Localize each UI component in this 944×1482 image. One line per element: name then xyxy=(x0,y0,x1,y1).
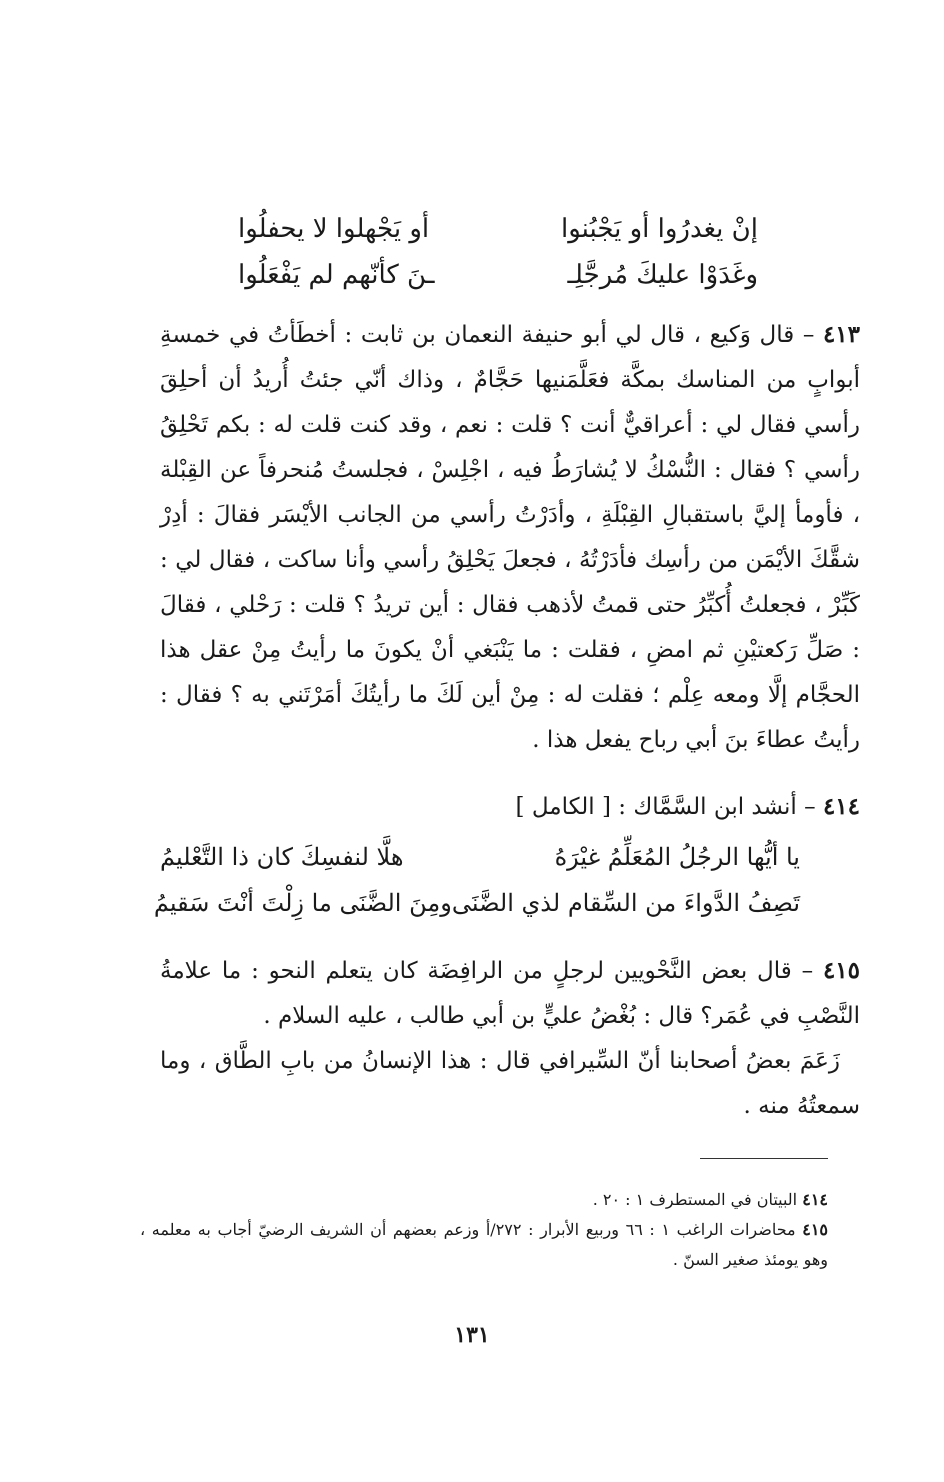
entry-number: ٤١٥ xyxy=(822,957,860,984)
verse-hemistich-left: ـنَ كأنّهم لم يَفْعَلُوا xyxy=(238,260,435,290)
verse-line xyxy=(238,252,758,298)
verse-line xyxy=(153,880,800,926)
footnote-text: البيتان في المستطرف ١ : ٢٠ . xyxy=(592,1190,798,1209)
entry-413 xyxy=(160,312,860,763)
verse-hemistich-right: إنْ يغدرُوا أو يَجْبُنوا xyxy=(560,214,758,244)
footnote-divider xyxy=(700,1158,828,1159)
entry-paragraph xyxy=(160,1039,860,1129)
footnotes xyxy=(140,1185,828,1275)
verse-hemistich-right: تَصِفُ الدَّواءَ من السِّقام لذي الضَّنَى xyxy=(451,889,800,917)
entry-number: ٤١٣ xyxy=(822,321,860,348)
verse-hemistich-left: هلَّا لنفسِكَ كان ذا التَّعْليمُ xyxy=(160,843,404,871)
footnote-number: ٤١٤ xyxy=(802,1190,828,1209)
entry-414 xyxy=(160,784,860,830)
footnote xyxy=(140,1185,828,1215)
verse-hemistich-right: يا أيُّها الرجُلُ المُعَلِّمُ غيْرَهُ xyxy=(554,843,800,871)
verse-413 xyxy=(238,206,758,298)
verse-414 xyxy=(153,834,800,926)
verse-hemistich-right: وغَدَوْا عليكَ مُرجَّلِـ xyxy=(567,260,758,290)
verse-line xyxy=(238,206,758,252)
verse-hemistich-left: أو يَجْهلوا لا يحفلُوا xyxy=(238,214,430,244)
entry-text: زَعَمَ بعضُ أصحابنا أنّ السِّيرافي قال : هذا الإنسانُ من بابِ الطَّاق ، وما سمعتُهُ منه . xyxy=(160,1048,860,1119)
entry-text: – قال بعض النَّحْويين لرجلٍ من الرافِضَة كان يتعلم النحو : ما علامةُ النَّصْبِ في عُمَر؟ قال : بُغْضُ عليٍّ بن أبي طالب ، عليه السلام . xyxy=(160,958,860,1029)
entry-text: – أنشد ابن السَّمَّاك : [ الكامل ] xyxy=(515,794,816,820)
entry-number: ٤١٤ xyxy=(822,793,860,820)
entry-415 xyxy=(160,948,860,1129)
footnote xyxy=(140,1215,828,1275)
verse-hemistich-left: ومِنَ الضَّنَى ما زِلْتَ أنْتَ سَقيمُ xyxy=(153,889,452,917)
footnote-number: ٤١٥ xyxy=(802,1220,829,1239)
entry-text: – قال وَكيع ، قال لي أبو حنيفة النعمان بن ثابت : أخطَأتُ في خمسةِ أبوابٍ من المناسك بمكَّة فعَلَّمَنيها حَجَّامٌ ، وذاك أنّي جئتُ أُريدُ أن أحلِقَ رأسي فقال لي : أعراقيٌّ أنت ؟ قلت : نعم ، وقد كنت قلت له : بكم تَحْلِقُ رأسي ؟ فقال : النُّسْكُ لا يُشارَطُ فيه ، اجْلِسْ ، فجلستُ مُنحرفاً عن القِبْلة ، فأومأ إليَّ باستقبالِ القِبْلَةِ ، وأدَرْتُ رأسي من الجانب الأيْسَر فقالَ : أدِرْ شقَّكَ الأيْمَن من رأسِك فأدَرْتُهُ ، فجعلَ يَحْلِقُ رأسي وأنا ساكت ، فقال لي : كَبِّرْ ، فجعلتُ أُكبِّرُ حتى قمتُ لأذهب فقال : أين تريدُ ؟ قلت : رَحْلي ، فقالَ : صَلِّ رَكعتيْنِ ثم امضِ ، فقلت : ما يَنْبَغي أنْ يكونَ ما رأيتُ مِنْ عقل هذا الحجَّام إلَّا ومعه عِلْم ؛ فقلت له : مِنْ أين لَكَ ما رأيتُكَ أمَرْتَني به ؟ فقال : رأيتُ عطاءَ بنَ أبي رباح يفعل هذا . xyxy=(160,322,860,753)
verse-line xyxy=(160,834,800,880)
footnote-text: محاضرات الراغب ١ : ٦٦ وربيع الأبرار : ٢٧٢/أ وزعم بعضهم أن الشريف الرضيّ أجاب به معلمه ، وهو يومئذ صغير السنّ . xyxy=(140,1220,828,1269)
page-number: ١٣١ xyxy=(454,1322,490,1348)
